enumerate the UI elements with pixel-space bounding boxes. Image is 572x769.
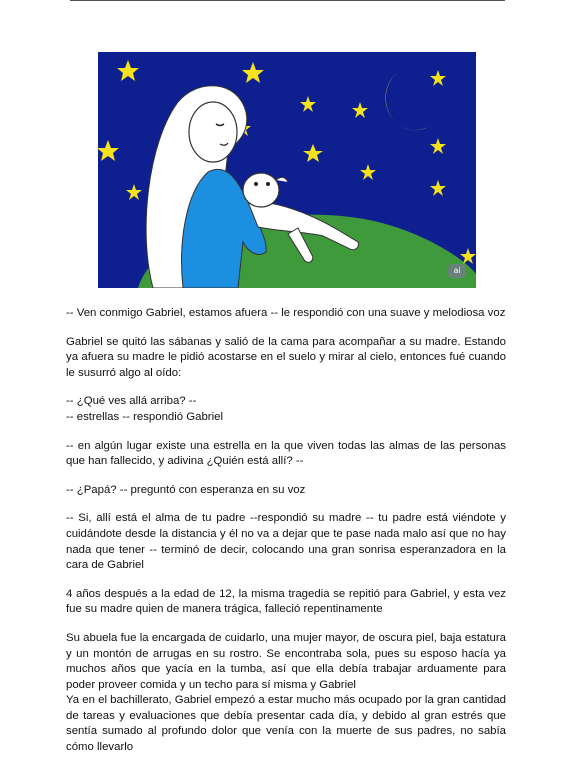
story-text <box>66 306 506 769</box>
paragraph: -- Si, allí está el alma de tu padre --respondió su madre -- tu padre está viéndote y cuidándote desde la distancia y él no va a dejar que te pase nada malo así que no hay nada que tener -- terminó de decir, colocando una gran sonrisa esperanzadora en la cara de Gabriel <box>66 512 506 572</box>
child-eye <box>254 182 258 186</box>
child-eye <box>266 182 270 186</box>
paragraph: Ya en el bachillerato, Gabriel empezó a estar mucho más ocupado por la gran cantidad de tareas y evaluaciones que debía presentar cada día, y debido al gran estrés que sentía sumado al profundo dolor que venía con la muerte de sus padres, no sabía cómo llevarlo <box>66 694 506 754</box>
paragraph: -- Ven conmigo Gabriel, estamos afuera -- le respondió con una suave y melodiosa voz <box>66 307 506 319</box>
paragraph: -- en algún lugar existe una estrella en la que viven todas las almas de las personas que han fallecido, y adivina ¿Quién está allí? -- <box>66 439 506 468</box>
paragraph: 4 años después a la edad de 12, la misma tragedia se repitió para Gabriel, y esta vez fue su madre quien de manera trágica, falleció repentinamente <box>66 587 506 616</box>
paragraph: -- ¿Qué ves allá arriba? -- <box>66 395 197 408</box>
paragraph: -- ¿Papá? -- preguntó con esperanza en su voz <box>66 483 306 496</box>
paragraph: Gabriel se quitó las sábanas y salió de la cama para acompañar a su madre. Estando ya afuera su madre le pidió acostarse en el suelo y mirar al cielo, entonces fué cuando le susurró algo al oído: <box>66 335 506 379</box>
story-illustration <box>98 52 476 288</box>
page-top-rule <box>70 0 505 1</box>
ai-badge: ai <box>448 264 466 278</box>
night-sky-scene <box>98 52 476 288</box>
paragraph: -- estrellas -- respondió Gabriel <box>66 410 223 423</box>
mother-face <box>189 102 237 162</box>
child-head <box>243 173 279 207</box>
paragraph: Su abuela fue la encargada de cuidarlo, una mujer mayor, de oscura piel, baja estatura y un montón de arrugas en su rostro. Se encontraba sola, pues su esposo hacía ya muchos años que yacía en la tumba, así que ella debía trabajar arduamente para poder proveer comida y un techo para sí misma y Gabriel <box>66 631 506 691</box>
